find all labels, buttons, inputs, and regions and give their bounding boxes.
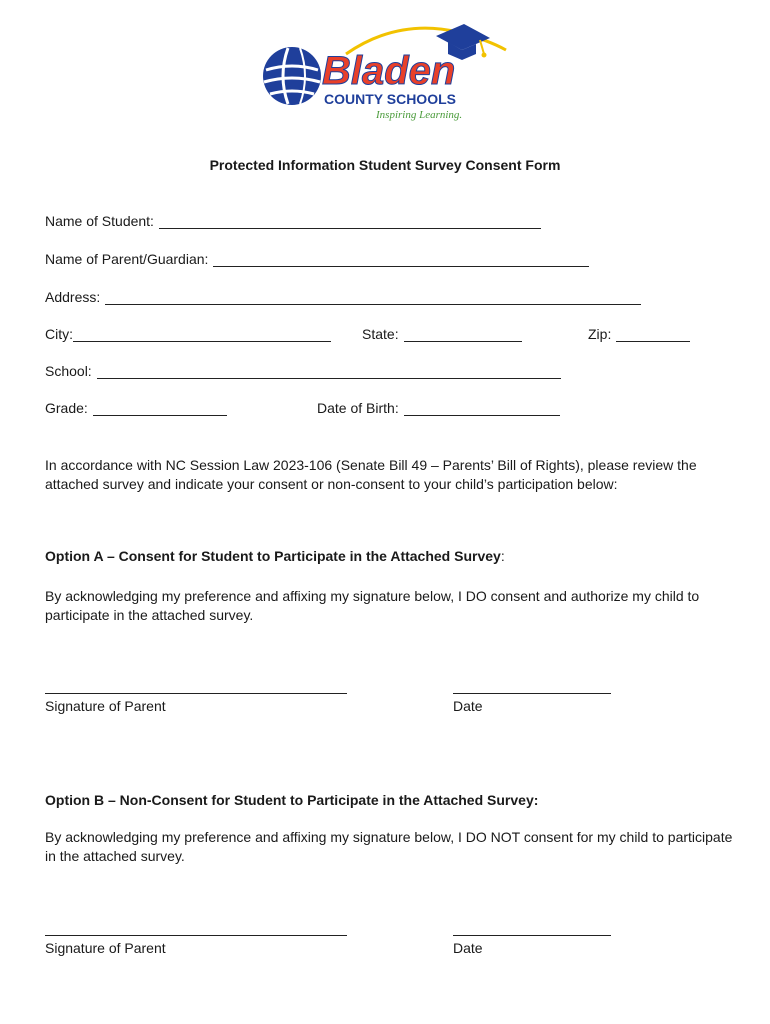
zip-label: Zip: — [588, 326, 612, 342]
address-label: Address: — [45, 289, 101, 305]
option-b-text: By acknowledging my preference and affixing my signature below, I DO NOT consent for my child to participate in the attached survey. — [45, 829, 733, 864]
bladen-county-schools-logo — [258, 20, 514, 124]
student-name-field[interactable] — [45, 213, 541, 229]
school-label: School: — [45, 363, 92, 379]
student-name-input-line[interactable] — [159, 214, 541, 229]
address-field[interactable] — [45, 289, 641, 305]
address-input-line[interactable] — [105, 290, 641, 305]
state-input-line[interactable] — [404, 327, 522, 342]
parent-name-input-line[interactable] — [213, 252, 589, 267]
option-b-signature-line[interactable] — [45, 935, 347, 936]
option-b-date-line[interactable] — [453, 935, 611, 936]
logo-subtitle-text: COUNTY SCHOOLS — [324, 91, 456, 107]
globe-icon — [263, 47, 321, 105]
form-title: Protected Information Student Survey Consent Form — [209, 157, 561, 173]
option-a-heading-colon: : — [500, 548, 505, 564]
state-label: State: — [362, 326, 399, 342]
zip-field[interactable] — [588, 326, 690, 342]
city-label: City: — [45, 326, 73, 342]
grade-label: Grade: — [45, 400, 88, 416]
parent-name-label: Name of Parent/Guardian: — [45, 251, 209, 267]
dob-field[interactable] — [317, 400, 560, 416]
option-b-heading: Option B – Non-Consent for Student to Participate in the Attached Survey: — [45, 792, 539, 808]
option-a-signature-line[interactable] — [45, 693, 347, 694]
option-a-signature-label: Signature of Parent — [45, 698, 166, 714]
logo-brand-text: Bladen — [322, 49, 456, 93]
city-field[interactable] — [45, 326, 331, 342]
logo-tagline-text: Inspiring Learning. — [376, 109, 463, 121]
option-b-signature-label: Signature of Parent — [45, 940, 166, 956]
option-a-date-line[interactable] — [453, 693, 611, 694]
city-input-line[interactable] — [73, 327, 331, 342]
parent-name-field[interactable] — [45, 251, 589, 267]
zip-input-line[interactable] — [616, 327, 690, 342]
grade-input-line[interactable] — [93, 401, 227, 416]
option-a-date-label: Date — [453, 698, 483, 714]
school-field[interactable] — [45, 363, 561, 379]
option-b-date-label: Date — [453, 940, 483, 956]
intro-paragraph: In accordance with NC Session Law 2023-106 (Senate Bill 49 – Parents’ Bill of Rights), please review the attached survey and indicate your consent or non-consent to your child’s participation below: — [45, 457, 697, 492]
option-a-text: By acknowledging my preference and affixing my signature below, I DO consent and authorize my child to participate in the attached survey. — [45, 588, 700, 623]
dob-label: Date of Birth: — [317, 400, 399, 416]
option-a-heading — [45, 548, 505, 564]
state-field[interactable] — [362, 326, 522, 342]
dob-input-line[interactable] — [404, 401, 560, 416]
school-input-line[interactable] — [97, 364, 561, 379]
student-name-label: Name of Student: — [45, 213, 154, 229]
grade-field[interactable] — [45, 400, 227, 416]
option-a-heading-text: Option A – Consent for Student to Participate in the Attached Survey — [45, 548, 501, 564]
